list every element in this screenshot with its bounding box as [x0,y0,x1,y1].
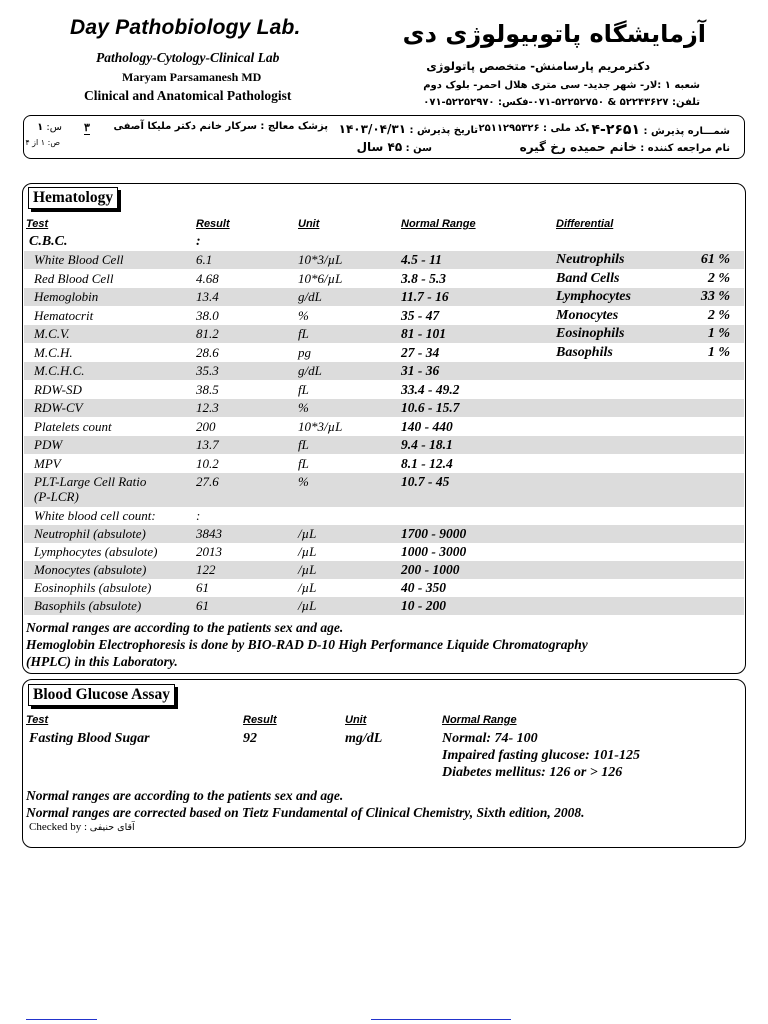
row-unit: 10*6/µL [298,270,343,286]
row-unit: fL [298,437,309,452]
differential-value: 61 % [700,252,730,267]
table-row [24,307,744,325]
row-range: 40 - 350 [401,580,446,595]
row-result: 35.3 [196,363,219,378]
row-result: 200 [196,418,216,434]
row-test: Basophils (absulote) [34,598,142,613]
national-id-group [479,123,586,134]
row-test: Neutrophil (absulote) [34,526,146,541]
patient-name-group [520,140,730,154]
differential-value: 2 % [707,307,730,323]
hematology-title: Hematology [28,187,118,209]
table-row [24,362,744,380]
national-id-label: کد ملی : [543,123,586,134]
age-value: ۴۵ سال [356,140,403,154]
table-row [24,288,744,306]
plcr-name-line2: (P-LCR) [34,489,79,504]
table-row [24,561,744,579]
glucose-test-name: Fasting Blood Sugar [29,731,150,746]
table-row [24,597,744,615]
hematology-note-3: (HPLC) in this Laboratory. [26,654,178,669]
doctor-name-fa: دکترمریم پارسامنش- متخصص پاتولوژی [426,59,650,73]
age-label: سن : [405,143,432,154]
row-test: MPV [34,455,61,471]
row-range: 8.1 - 12.4 [401,455,453,471]
row-unit: 10*3/µL [298,252,343,267]
glucose-range-normal: Normal: 74- 100 [442,731,538,746]
glucose-header-unit: Unit [345,714,367,726]
row-range: 1000 - 3000 [401,544,467,559]
s-group [37,122,62,133]
row-result: 2013 [196,544,222,559]
row-range: 9.4 - 18.1 [401,437,453,452]
table-row [24,455,744,473]
row-test: Eosinophils (absulote) [34,580,152,595]
row-test: RDW-SD [34,381,82,397]
differential-value: 1 % [707,326,730,341]
row-result: 81.2 [196,326,219,341]
row-unit: 10*3/µL [298,418,343,434]
row-result: 4.68 [196,270,219,286]
row-unit: g/dL [298,289,322,304]
row-result: 6.1 [196,252,213,267]
table-row [24,436,744,454]
row-result: 122 [196,562,216,577]
glucose-header-result: Result [243,714,277,726]
table-row [24,543,744,561]
lab-name-fa: آزمایشگاه پاتوبیولوژی دی [402,20,706,48]
row-test: Monocytes (absulote) [34,562,147,577]
row-test: White Blood Cell [34,252,124,267]
row-result: 13.7 [196,437,219,452]
admission-label: شمـــاره پذیرش : [643,126,730,137]
glucose-note-2: Normal ranges are corrected based on Tietz Fundamental of Clinical Chemistry, Sixth edition, 2008. [26,805,585,820]
table-row [24,525,744,543]
glucose-range-diabetes: Diabetes mellitus: 126 or > 126 [442,765,623,780]
row-result: 28.6 [196,344,219,360]
glucose-note-1: Normal ranges are according to the patients sex and age. [26,788,344,803]
physician-name: سرکار خانم دکتر ملیکا آصفی [113,121,257,132]
row-unit: /µL [298,544,317,559]
row-range: 31 - 36 [401,363,440,378]
admission-date: ۱۴۰۳/۰۴/۳۱ [338,122,407,136]
row-range: 27 - 34 [401,344,440,360]
footer-line-center [371,1019,511,1020]
differential-value: 1 % [707,344,730,360]
glucose-result: 92 [243,731,257,746]
plcr-name-line1: PLT-Large Cell Ratio [34,474,147,489]
table-row [24,325,744,343]
table-row [24,473,744,507]
age-group [357,140,432,154]
admission-date-label: تاریخ پذیرش : [409,125,478,136]
row-test [34,474,146,504]
glucose-title: Blood Glucose Assay [28,684,175,706]
differential-name: Basophils [556,344,613,360]
table-row [24,344,744,362]
row-test: Platelets count [34,418,112,434]
row-test: Hematocrit [34,307,94,323]
glucose-header-normal-range: Normal Range [442,714,517,726]
differential-name: Monocytes [556,307,619,323]
row-result: 38.5 [196,381,219,397]
row-test: M.C.H. [34,344,73,360]
row-test: Hemoglobin [34,289,99,304]
row-unit: /µL [298,598,317,613]
col-header-differential: Differential [556,218,614,230]
row-result: 10.2 [196,455,219,471]
row-range: 1700 - 9000 [401,526,467,541]
doctor-name-en: Maryam Parsamanesh MD [122,70,262,84]
wbc-count-label: White blood cell count: [34,508,156,523]
row-result: 12.3 [196,400,219,415]
table-row [24,507,744,525]
admission-number: ۲۶۵۱-۰۴ [582,122,641,138]
patient-name: خانم حمیده رخ گیره [519,140,637,154]
table-row [24,399,744,417]
row-range: 4.5 - 11 [401,252,442,267]
footer-line-left [26,1019,97,1020]
row-result: 27.6 [196,474,219,489]
phone-fa: تلفن: ۵۲۲۴۳۶۲۷ & ۵۲۲۵۲۷۵۰-۰۷۱-فکس: ۵۲۲۵۲۹۷۰-۰۷۱ [423,97,700,108]
table-row [24,418,744,436]
row-test: M.C.H.C. [34,363,85,378]
row-test: M.C.V. [34,326,70,341]
hematology-note-1: Normal ranges are according to the patients sex and age. [26,620,344,635]
patient-name-label: نام مراجعه کننده : [640,143,730,154]
row-range: 33.4 - 49.2 [401,381,460,397]
row-unit: /µL [298,580,317,595]
row-range: 10 - 200 [401,598,446,613]
row-range: 140 - 440 [401,418,453,434]
glucose-range-impaired: Impaired fasting glucose: 101-125 [442,748,640,763]
col-header-result: Result [196,218,230,230]
row-unit: fL [298,326,309,341]
admission-date-group [339,122,478,136]
row-test: PDW [34,437,63,452]
row-unit: % [298,474,309,489]
differential-name: Neutrophils [556,252,625,267]
s-label: س: [46,122,62,133]
row-unit: /µL [298,562,317,577]
address-fa: شعبه ۱ :لار- شهر جدید- سی متری هلال احمر- بلوک دوم [423,80,700,91]
cbc-group-label: C.B.C. [29,234,68,249]
lab-subtitle-en: Pathology-Cytology-Clinical Lab [96,50,280,65]
row-range: 3.8 - 5.3 [401,270,446,286]
test-count: ۳ [84,122,90,134]
page-number: ص: ۱ از ۴ [25,138,60,147]
row-test: RDW-CV [34,400,83,415]
row-unit: g/dL [298,363,322,378]
cbc-group-colon: : [196,234,201,249]
physician-label: پزشک معالج : [260,121,328,132]
row-result: 61 [196,598,209,613]
differential-name: Eosinophils [556,326,625,341]
row-unit: % [298,400,309,415]
row-unit: fL [298,381,309,397]
row-test: Red Blood Cell [34,270,114,286]
admission-number-group [583,122,730,138]
doctor-specialty-en: Clinical and Anatomical Pathologist [84,88,292,103]
row-range: 81 - 101 [401,326,446,341]
col-header-unit: Unit [298,218,320,230]
row-range: 200 - 1000 [401,562,460,577]
col-header-test: Test [26,218,49,230]
row-range: 10.7 - 45 [401,474,450,489]
differential-value: 2 % [707,270,730,286]
row-unit: /µL [298,526,317,541]
glucose-header-test: Test [26,714,49,726]
col-header-normal-range: Normal Range [401,218,476,230]
row-range: 11.7 - 16 [401,289,449,304]
wbc-count-colon: : [196,508,201,523]
s-value: ۱ [37,122,44,133]
checked-by-name: آقای حنیفی [89,822,135,833]
row-result: 13.4 [196,289,219,304]
lab-name-en: Day Pathobiology Lab. [70,16,301,39]
checked-by [29,821,135,833]
row-result: 61 [196,580,209,595]
hematology-note-2: Hemoglobin Electrophoresis is done by BIO-RAD D-10 High Performance Liquide Chromatography [26,637,588,652]
row-range: 10.6 - 15.7 [401,400,460,415]
table-row [24,270,744,288]
differential-name: Lymphocytes [556,289,631,304]
differential-value: 33 % [700,289,730,304]
table-row [24,579,744,597]
differential-name: Band Cells [556,270,620,286]
row-result: 3843 [196,526,222,541]
row-range: 35 - 47 [401,307,440,323]
national-id: ۲۵۱۱۲۹۵۳۲۶ [478,123,540,134]
row-unit: pg [298,344,311,360]
checked-by-label: Checked by : [29,821,88,833]
table-row [24,251,744,269]
row-test: Lymphocytes (absulote) [34,544,158,559]
row-unit: fL [298,455,309,471]
table-row [24,381,744,399]
row-unit: % [298,307,309,323]
physician-group [113,121,328,132]
glucose-unit: mg/dL [345,731,383,746]
row-result: 38.0 [196,307,219,323]
